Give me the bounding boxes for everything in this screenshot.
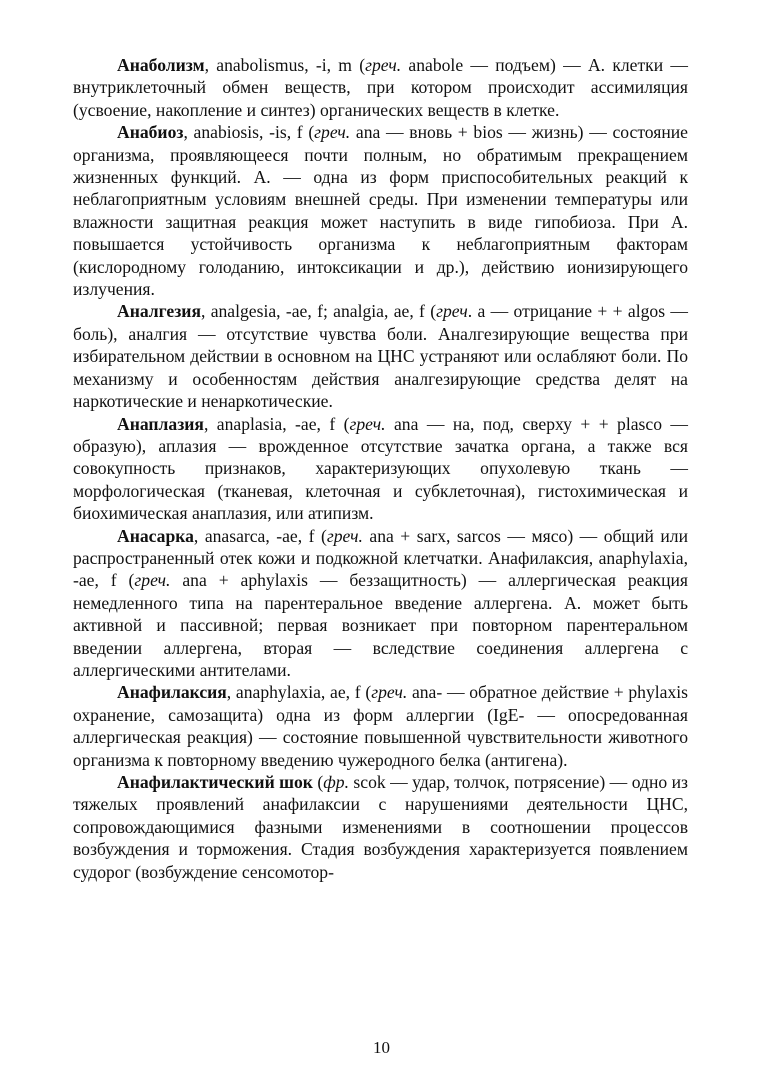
entry-abbr: греч	[436, 301, 468, 322]
entry-anaplasia	[73, 413, 688, 525]
entry-text: anabole — подъем) — А. клетки — внутриклеточный обмен веществ, при котором происходит ассимиляция (усвоение, накопление и синтез) органических веществ в клетке.	[73, 55, 688, 120]
entry-text: ana — вновь + bios — жизнь) — состояние организма, проявляющееся почти полным, но обратимым прекращением жизненных функций. А. — одна из форм приспособительных реакций к неблагоприятным условиям внешней среды. При изменении температуры или влажности защитная реакция может наступить в виде гипобиоза. При А. повышается устойчивость организма к неблагоприятным факторам (кислородному голоданию, интоксикации и др.), действию ионизирующего излучения.	[73, 122, 688, 300]
entry-text: ana + aphylaxis — беззащитность) — аллергическая реакция немедленного типа на парентеральное введение аллергена. А. может быть активной и пассивной; первая возникает при повторном парентеральном введении аллергена, вторая — вследствие соединения аллергена с аллергическими антителами.	[73, 570, 688, 680]
entry-text: , anabiosis, -is, f (	[183, 122, 315, 143]
entry-term: Аналгезия	[117, 301, 201, 322]
entry-abbr: греч.	[365, 55, 402, 75]
entry-text: ana + sarx, sarcos — мясо) — общий или распространенный отек кожи и подкожной клетчатки. Анафилаксия, anaphylaxia, -ae, f (	[73, 525, 689, 591]
entry-text: , anabolismus, -i, m (	[204, 55, 366, 75]
entry-text: scok — удар, толчок, потрясение) — одно из тяжелых проявлений анафилаксии с нарушениями деятельности ЦНС, сопровождающимися фазными изменениями в соотношении процессов возбуждения и торможения. Стадия возбуждения характеризуется появлением судорог (возбуждение сенсомотор-	[73, 772, 689, 882]
entry-text: ana — на, под, сверху + + plasco — образую), аплазия — врожденное отсутствие зачатка органа, а также вся совокупность признаков, характеризующих опухолевую ткань — морфологическая (тканевая, клеточная и субклеточная), гистохимическая и биохимическая анаплазия, или атипизм.	[73, 413, 689, 524]
entry-term: Анафилактический шок	[117, 772, 313, 792]
entry-text: ana- — обратное действие + phylaxis охранение, самозащита) одна из форм аллергии (IgE- — опосредованная аллергическая реакция) — состояние повышенной чувствительности животного организма к повторному введению чужеродного белка (антигена).	[73, 682, 688, 770]
entry-term: Анасарка	[117, 525, 194, 546]
entry-anasarca	[73, 525, 688, 682]
entry-abbr: греч.	[349, 413, 386, 434]
entry-anaphylactic-shock	[73, 771, 688, 883]
entry-abbr: греч.	[371, 682, 408, 703]
entry-text: . а — отрицание + + algos — боль), аналгия — отсутствие чувства боли. Аналгезирующие вещества при избирательном действии в основном на ЦНС устраняют или ослабляют боли. По механизму и особенностям действия аналгезирующие средства делят на наркотические и ненаркотические.	[73, 301, 688, 412]
entry-anabiosis	[73, 121, 688, 300]
entry-abbr: фр.	[323, 772, 349, 792]
entry-term: Анабиоз	[117, 122, 184, 143]
entry-text: , anaphylaxia, ae, f (	[226, 682, 372, 703]
page-number: 10	[373, 1038, 390, 1057]
entry-anabolism	[73, 54, 688, 121]
entry-text: , analgesia, -ae, f; analgia, ae, f (	[200, 301, 437, 322]
entry-anaphylaxia	[73, 681, 688, 771]
entry-term: Анаболизм	[117, 55, 205, 75]
entry-term: Анафилаксия	[117, 682, 227, 703]
entry-text: , anaplasia, -ae, f (	[203, 413, 350, 434]
entry-abbr: греч.	[134, 570, 171, 591]
entry-abbr: греч.	[314, 122, 351, 143]
entry-abbr: греч.	[326, 525, 363, 546]
entry-text: , anasarca, -ae, f (	[193, 525, 327, 546]
page-body	[73, 54, 688, 883]
entry-analgesia	[73, 300, 688, 412]
entry-term: Анаплазия	[117, 413, 204, 434]
entry-text: (	[312, 772, 324, 792]
